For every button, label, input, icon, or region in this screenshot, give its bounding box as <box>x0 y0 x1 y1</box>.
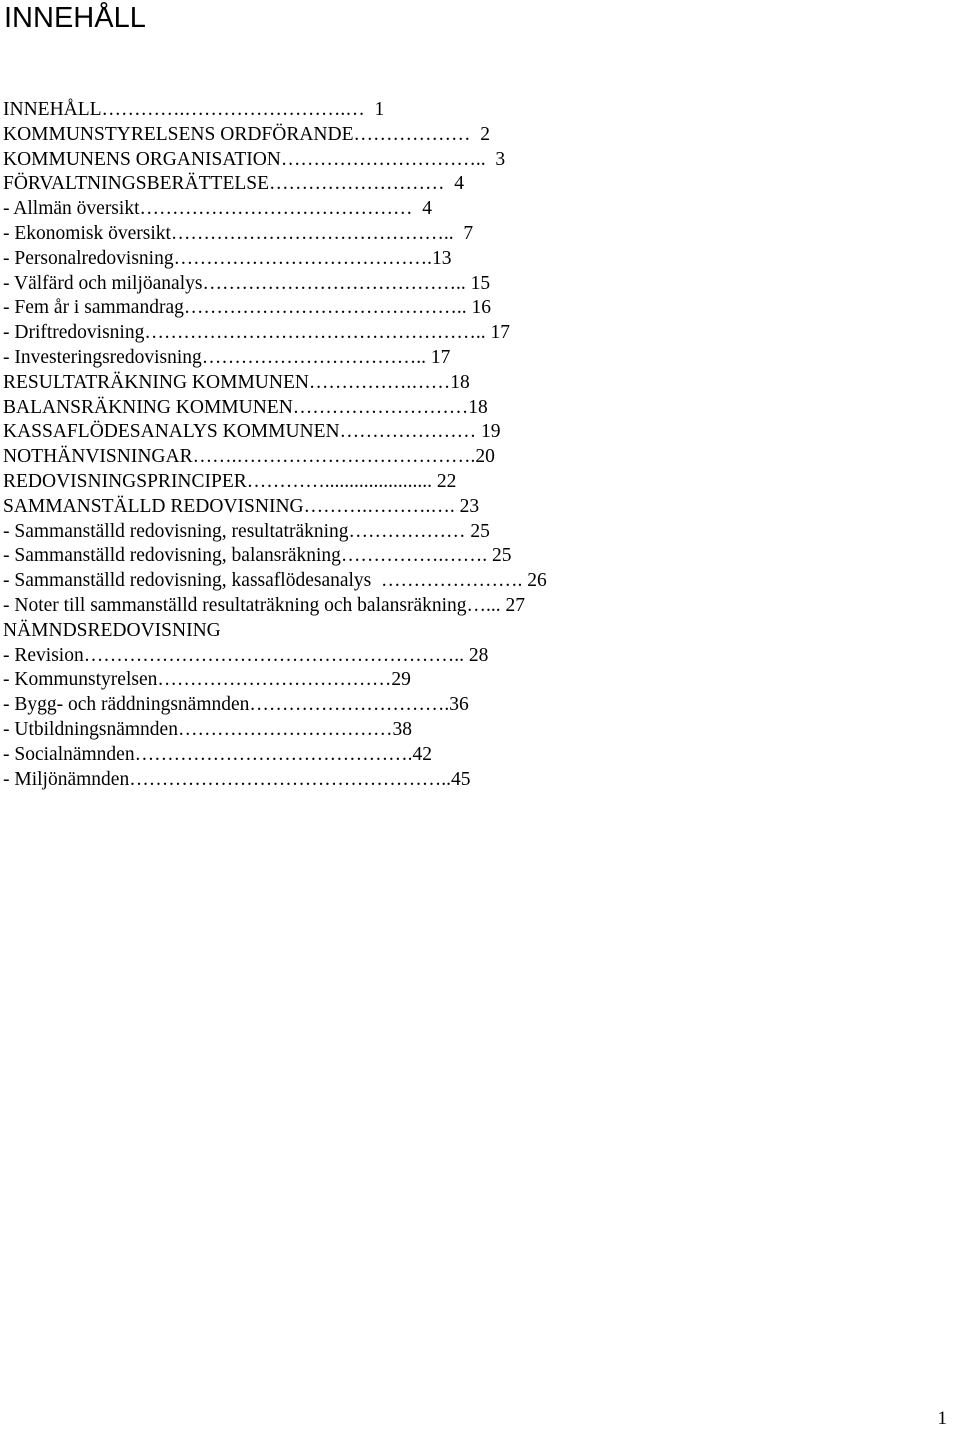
toc-entry: - Investeringsredovisning…………………………….. 17 <box>3 346 451 368</box>
toc-entry: - Fem år i sammandrag…………………………………….. 16 <box>3 297 491 319</box>
toc-entry: KOMMUNENS ORGANISATION………………………….. 3 <box>3 148 506 170</box>
toc-entry: - Driftredovisning…………………………………………….. 17 <box>3 322 510 344</box>
toc-entry: - Sammanställd redovisning, balansräkning…………….……. 25 <box>3 545 512 567</box>
toc-entry: KASSAFLÖDESANALYS KOMMUNEN………………… 19 <box>3 421 501 443</box>
page-number: 1 <box>937 1408 947 1429</box>
toc-entry: - Miljönämnden…………………………………………..45 <box>3 768 471 790</box>
toc-entry: NÄMNDSREDOVISNING <box>3 619 221 641</box>
toc-entry: - Sammanställd redovisning, kassaflödesanalys …………………. 26 <box>3 570 547 592</box>
toc-entry: KOMMUNSTYRELSENS ORDFÖRANDE……………… 2 <box>3 123 490 145</box>
toc-entry: - Revision………………………………………………….. 28 <box>3 644 489 666</box>
toc-entry: - Socialnämnden…………………………………….42 <box>3 743 432 765</box>
toc-entry: - Bygg- och räddningsnämnden………………………….36 <box>3 694 469 716</box>
toc-entry: - Allmän översikt…………………………………… 4 <box>3 198 432 220</box>
toc-entry: - Noter till sammanställd resultaträkning och balansräkning…... 27 <box>3 594 526 616</box>
toc-entry: SAMMANSTÄLLD REDOVISNING……….……….…. 23 <box>3 495 480 517</box>
toc-entry: BALANSRÄKNING KOMMUNEN………………………18 <box>3 396 488 418</box>
table-of-contents <box>3 98 643 792</box>
toc-entry: - Välfärd och miljöanalys………………………………….. 15 <box>3 272 491 294</box>
toc-entry: - Utbildningsnämnden……………………………38 <box>3 718 412 740</box>
toc-entry: - Ekonomisk översikt…………………………………….. 7 <box>3 222 474 244</box>
toc-entry: FÖRVALTNINGSBERÄTTELSE……………………… 4 <box>3 173 465 195</box>
toc-entry: INNEHÅLL………….…………………….… 1 <box>3 99 385 120</box>
page-title: INNEHÅLL <box>4 2 146 34</box>
toc-entry: - Sammanställd redovisning, resultaträkning……………… 25 <box>3 520 490 542</box>
toc-entry: - Kommunstyrelsen………………………………29 <box>3 669 411 691</box>
toc-entry: - Personalredovisning………………………………….13 <box>3 247 452 269</box>
toc-entry: RESULTATRÄKNING KOMMUNEN…………….……18 <box>3 371 470 393</box>
toc-entry: REDOVISNINGSPRINCIPER…………...................... 22 <box>3 470 457 492</box>
toc-entry: NOTHÄNVISNINGAR…….……………………………….20 <box>3 446 495 468</box>
